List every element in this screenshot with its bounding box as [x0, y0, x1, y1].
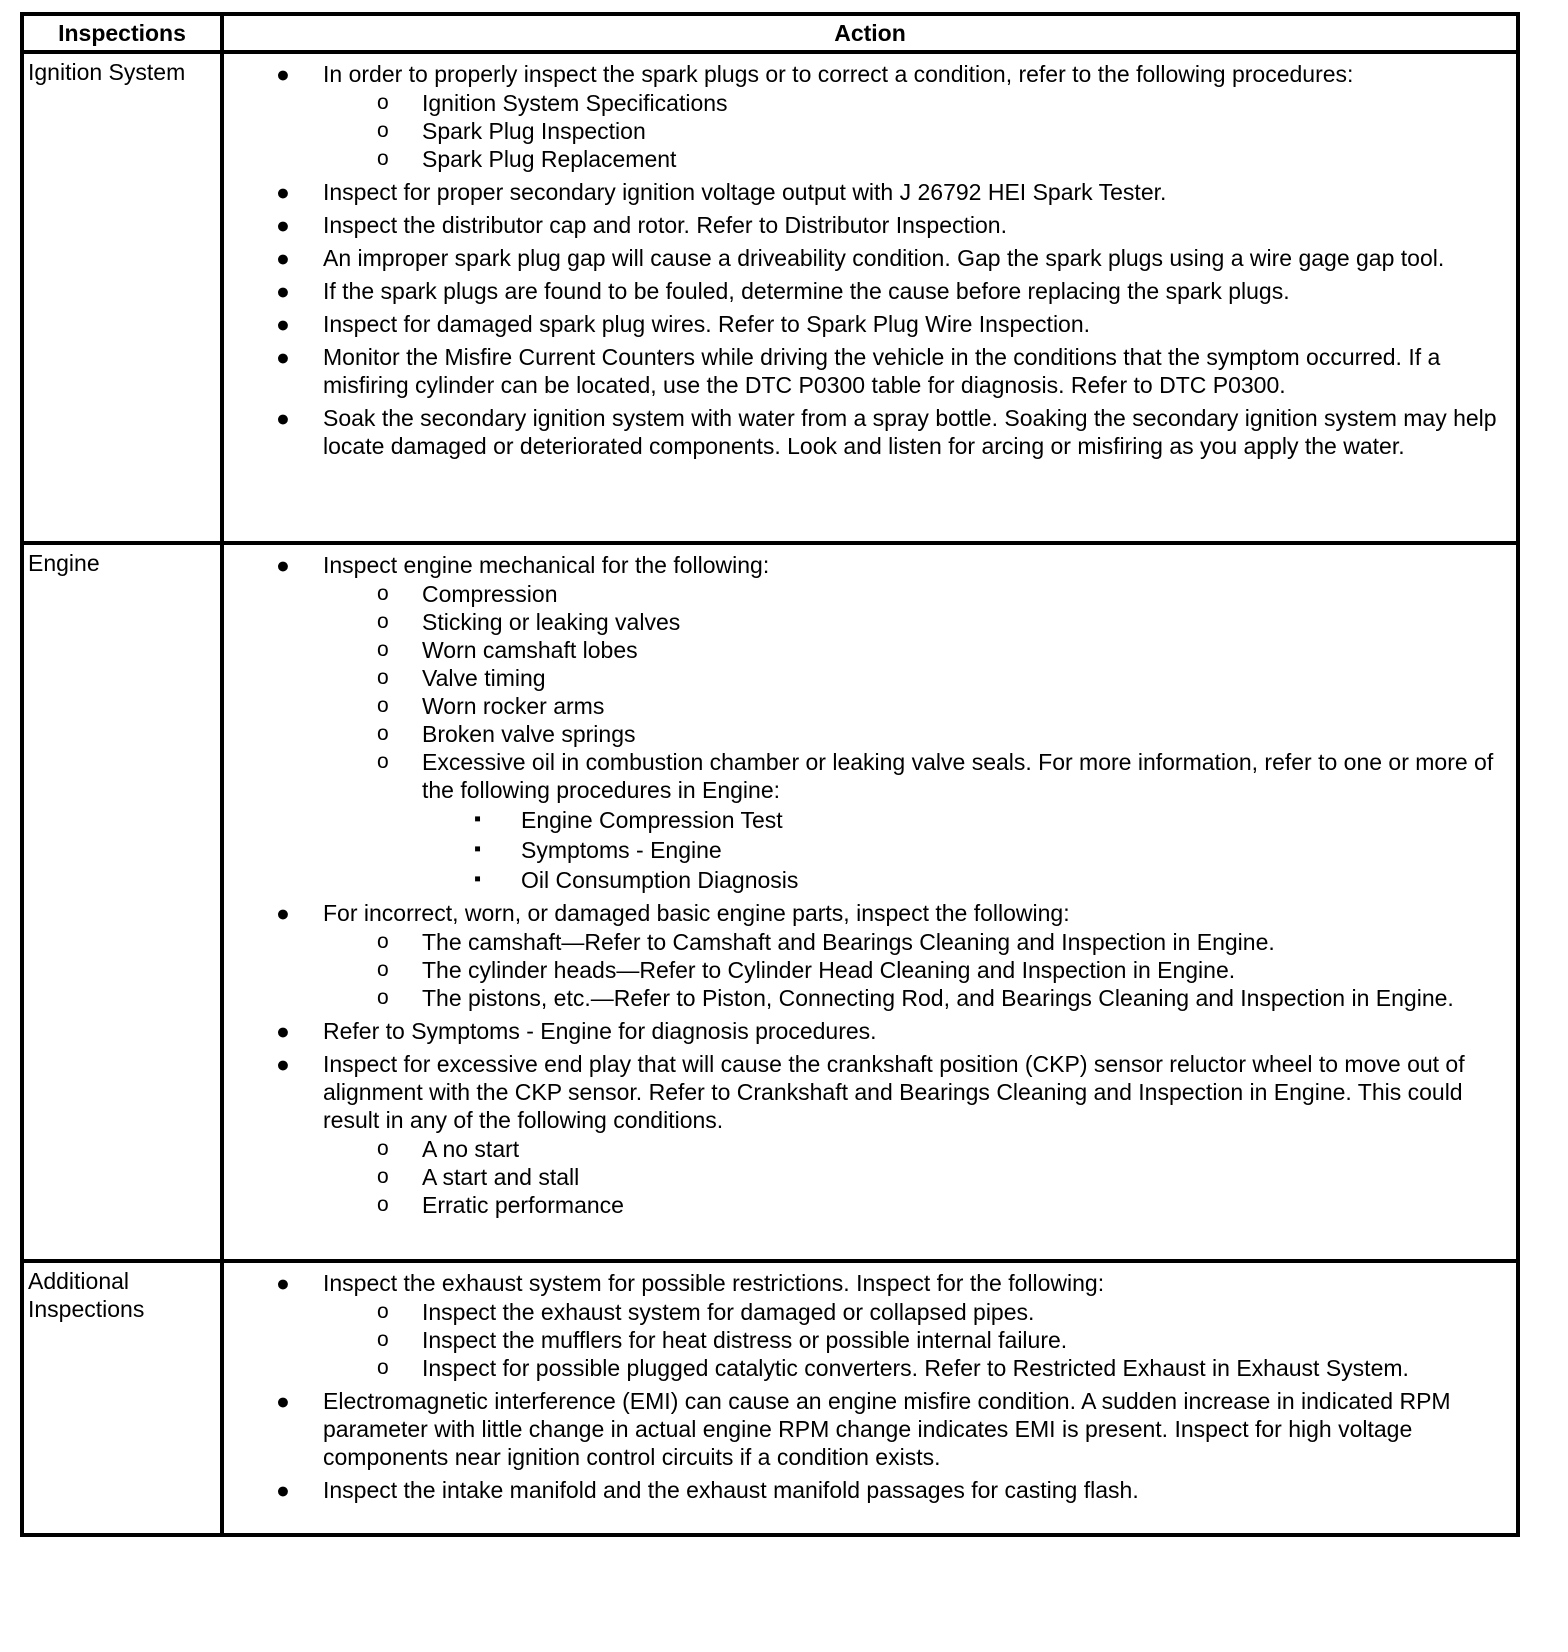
sub-list-item — [323, 1163, 1512, 1191]
square-bullet-icon: ▪ — [474, 808, 482, 830]
bullet-icon: ● — [276, 552, 290, 578]
item-text: Inspect the intake manifold and the exhaust manifold passages for casting flash. — [323, 1477, 1139, 1503]
circle-bullet-icon: o — [377, 930, 389, 953]
table-row — [22, 52, 1518, 543]
sub-item-text: Worn camshaft lobes — [422, 637, 638, 663]
bullet-icon: ● — [276, 344, 290, 370]
sub-item-text: A no start — [422, 1136, 520, 1162]
sub-list-item — [323, 664, 1512, 692]
sub-item-text: Ignition System Specifications — [422, 90, 728, 116]
bullet-icon: ● — [276, 1270, 290, 1296]
sub-item-text: A start and stall — [422, 1164, 580, 1190]
sub-list — [323, 89, 1512, 173]
sub-list-item — [323, 1135, 1512, 1163]
bullet-icon: ● — [276, 1051, 290, 1077]
sub-item-text: Worn rocker arms — [422, 693, 605, 719]
sub-item-text: Compression — [422, 581, 558, 607]
sub-sub-item-text: Oil Consumption Diagnosis — [521, 867, 799, 893]
bullet-icon: ● — [276, 900, 290, 926]
circle-bullet-icon: o — [377, 91, 389, 114]
sub-sub-list-item — [422, 806, 1512, 834]
square-bullet-icon: ▪ — [474, 838, 482, 860]
circle-bullet-icon: o — [377, 1193, 389, 1216]
item-text: Electromagnetic interference (EMI) can cause an engine misfire condition. A sudden increase in indicated RPM parameter with little change in actual engine RPM change indicates EMI is present. Inspect for high voltage components near ignition control circuits if a condition exists. — [323, 1388, 1451, 1470]
item-text: Inspect for proper secondary ignition voltage output with J 26792 HEI Spark Tester. — [323, 179, 1167, 205]
bullet-icon: ● — [276, 179, 290, 205]
circle-bullet-icon: o — [377, 722, 389, 745]
sub-list — [323, 1135, 1512, 1219]
sub-list — [323, 928, 1512, 1012]
list-item — [224, 1269, 1512, 1382]
item-text: Inspect for excessive end play that will cause the crankshaft position (CKP) sensor reluctor wheel to move out of alignment with the CKP sensor. Refer to Crankshaft and Bearings Cleaning and Inspection in Engine. This could result in any of the following conditions. — [323, 1051, 1465, 1133]
list-item — [224, 310, 1512, 338]
list-item — [224, 211, 1512, 239]
circle-bullet-icon: o — [377, 694, 389, 717]
circle-bullet-icon: o — [377, 750, 389, 773]
inspection-table — [20, 12, 1520, 1537]
sub-item-text: Inspect the exhaust system for damaged or collapsed pipes. — [422, 1299, 1035, 1325]
item-text: An improper spark plug gap will cause a driveability condition. Gap the spark plugs using a wire gage gap tool. — [323, 245, 1445, 271]
sub-list-item — [323, 748, 1512, 894]
action-list — [224, 551, 1512, 1219]
action-list — [224, 1269, 1512, 1504]
item-text: Soak the secondary ignition system with water from a spray bottle. Soaking the secondary ignition system may help locate damaged or deteriorated components. Look and listen for arcing or misfiring as you apply the water. — [323, 405, 1497, 459]
bullet-icon: ● — [276, 311, 290, 337]
square-bullet-icon: ▪ — [474, 868, 482, 890]
sub-item-text: Broken valve springs — [422, 721, 636, 747]
circle-bullet-icon: o — [377, 1165, 389, 1188]
bullet-icon: ● — [276, 1388, 290, 1414]
item-text: Inspect for damaged spark plug wires. Refer to Spark Plug Wire Inspection. — [323, 311, 1091, 337]
sub-sub-list-item — [422, 866, 1512, 894]
sub-item-text: Inspect for possible plugged catalytic converters. Refer to Restricted Exhaust in Exhaust System. — [422, 1355, 1409, 1381]
circle-bullet-icon: o — [377, 666, 389, 689]
circle-bullet-icon: o — [377, 147, 389, 170]
bullet-icon: ● — [276, 278, 290, 304]
circle-bullet-icon: o — [377, 958, 389, 981]
sub-list-item — [323, 1326, 1512, 1354]
sub-list-item — [323, 117, 1512, 145]
circle-bullet-icon: o — [377, 638, 389, 661]
list-item — [224, 404, 1512, 460]
category-cell: Ignition System — [22, 52, 222, 543]
action-cell — [222, 52, 1518, 543]
sub-list-item — [323, 692, 1512, 720]
circle-bullet-icon: o — [377, 582, 389, 605]
sub-sub-list-item — [422, 836, 1512, 864]
circle-bullet-icon: o — [377, 610, 389, 633]
sub-sub-item-text: Engine Compression Test — [521, 807, 783, 833]
sub-list-item — [323, 720, 1512, 748]
sub-list — [323, 580, 1512, 894]
sub-list-item — [323, 580, 1512, 608]
category-cell: Engine — [22, 543, 222, 1261]
list-item — [224, 1476, 1512, 1504]
table-row — [22, 1261, 1518, 1535]
bullet-icon: ● — [276, 245, 290, 271]
sub-list-item — [323, 928, 1512, 956]
bullet-icon: ● — [276, 1477, 290, 1503]
bullet-icon: ● — [276, 61, 290, 87]
sub-sub-list — [422, 806, 1512, 894]
sub-list — [323, 1298, 1512, 1382]
action-list — [224, 60, 1512, 460]
action-cell — [222, 1261, 1518, 1535]
sub-list-item — [323, 636, 1512, 664]
category-cell: Additional Inspections — [22, 1261, 222, 1535]
circle-bullet-icon: o — [377, 1328, 389, 1351]
sub-item-text: Inspect the mufflers for heat distress or possible internal failure. — [422, 1327, 1068, 1353]
circle-bullet-icon: o — [377, 1300, 389, 1323]
sub-list-item — [323, 89, 1512, 117]
sub-item-text: Excessive oil in combustion chamber or leaking valve seals. For more information, refer to one or more of the following procedures in Engine: — [422, 749, 1494, 803]
list-item — [224, 1017, 1512, 1045]
list-item — [224, 343, 1512, 399]
item-text: Refer to Symptoms - Engine for diagnosis procedures. — [323, 1018, 877, 1044]
item-text: Inspect the distributor cap and rotor. Refer to Distributor Inspection. — [323, 212, 1007, 238]
list-item — [224, 60, 1512, 173]
sub-sub-item-text: Symptoms - Engine — [521, 837, 722, 863]
bullet-icon: ● — [276, 1018, 290, 1044]
sub-item-text: The cylinder heads—Refer to Cylinder Head Cleaning and Inspection in Engine. — [422, 957, 1236, 983]
item-text: Monitor the Misfire Current Counters while driving the vehicle in the conditions that the symptom occurred. If a misfiring cylinder can be located, use the DTC P0300 table for diagnosis. Refer to DTC P0300. — [323, 344, 1441, 398]
sub-item-text: The pistons, etc.—Refer to Piston, Connecting Rod, and Bearings Cleaning and Inspection in Engine. — [422, 985, 1454, 1011]
list-item — [224, 1050, 1512, 1219]
list-item — [224, 277, 1512, 305]
sub-list-item — [323, 1354, 1512, 1382]
sub-list-item — [323, 984, 1512, 1012]
circle-bullet-icon: o — [377, 1356, 389, 1379]
sub-item-text: Valve timing — [422, 665, 546, 691]
list-item — [224, 899, 1512, 1012]
list-item — [224, 178, 1512, 206]
sub-list-item — [323, 956, 1512, 984]
sub-item-text: Spark Plug Inspection — [422, 118, 646, 144]
sub-list-item — [323, 145, 1512, 173]
column-header-action: Action — [222, 14, 1518, 52]
table-row — [22, 543, 1518, 1261]
item-text: In order to properly inspect the spark plugs or to correct a condition, refer to the following procedures: — [323, 61, 1354, 87]
action-cell — [222, 543, 1518, 1261]
circle-bullet-icon: o — [377, 1137, 389, 1160]
table-header-row — [22, 14, 1518, 52]
list-item — [224, 244, 1512, 272]
bullet-icon: ● — [276, 405, 290, 431]
sub-item-text: Erratic performance — [422, 1192, 624, 1218]
list-item — [224, 1387, 1512, 1471]
circle-bullet-icon: o — [377, 119, 389, 142]
sub-list-item — [323, 1298, 1512, 1326]
item-text: Inspect engine mechanical for the following: — [323, 552, 770, 578]
item-text: If the spark plugs are found to be fouled, determine the cause before replacing the spark plugs. — [323, 278, 1290, 304]
sub-item-text: Sticking or leaking valves — [422, 609, 681, 635]
sub-list-item — [323, 1191, 1512, 1219]
item-text: Inspect the exhaust system for possible restrictions. Inspect for the following: — [323, 1270, 1105, 1296]
bullet-icon: ● — [276, 212, 290, 238]
sub-item-text: Spark Plug Replacement — [422, 146, 677, 172]
circle-bullet-icon: o — [377, 986, 389, 1009]
item-text: For incorrect, worn, or damaged basic engine parts, inspect the following: — [323, 900, 1070, 926]
sub-item-text: The camshaft—Refer to Camshaft and Bearings Cleaning and Inspection in Engine. — [422, 929, 1275, 955]
list-item — [224, 551, 1512, 894]
column-header-inspections: Inspections — [22, 14, 222, 52]
sub-list-item — [323, 608, 1512, 636]
